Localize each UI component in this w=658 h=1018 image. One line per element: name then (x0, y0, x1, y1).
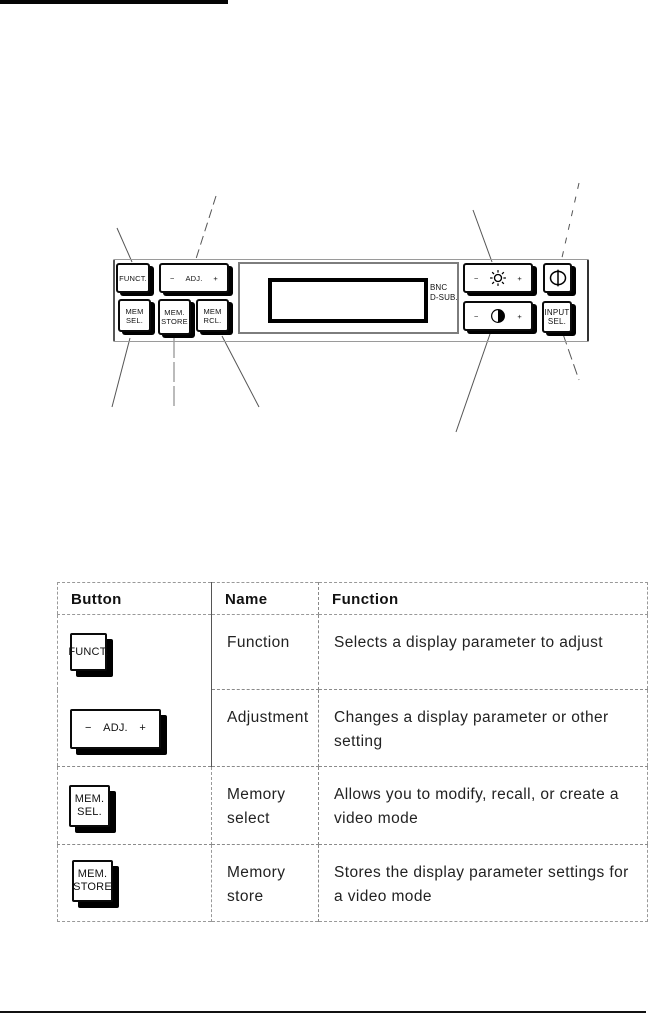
callout-funct (117, 228, 132, 262)
funct-button-image (70, 633, 107, 671)
adjust-minus-label: − (170, 273, 175, 283)
mem-store-label-line2: STORE (161, 317, 188, 326)
function-cell: Changes a display parameter or other setting (319, 690, 648, 767)
mem-sel-label-line2: SEL. (125, 315, 144, 325)
function-cell: Stores the display parameter settings for a video mode (334, 864, 629, 905)
funct-button-label: FUNCT. (119, 273, 147, 283)
mem-rcl-label-line2: RCL. (203, 315, 222, 325)
input-sel-label-line2: SEL. (547, 317, 567, 326)
power-button (543, 263, 572, 293)
callout-power (561, 183, 579, 262)
adjust-button-label: ADJ. (185, 273, 203, 283)
callout-mem-sel (112, 338, 130, 407)
sun-icon (488, 268, 508, 288)
column-header-name: Name (212, 583, 319, 615)
input-sel-label-line1: INPUT (544, 308, 570, 317)
callout-adj (195, 196, 216, 262)
adjust-button-image (70, 709, 161, 749)
connector-labels (430, 283, 458, 302)
mem-rcl-button (196, 299, 229, 332)
mem-sel-label-line1: MEM (125, 306, 144, 316)
mem-sel-image-line2: SEL. (77, 806, 102, 818)
input-sel-button (542, 301, 572, 333)
column-header-function: Function (319, 583, 648, 615)
button-function-table (57, 582, 648, 922)
mem-rcl-label-line1: MEM (203, 306, 222, 316)
funct-button (116, 263, 150, 293)
table-row-memory-store (58, 845, 648, 922)
callout-brightness (473, 210, 492, 262)
funct-button-image-label: FUNCT. (68, 645, 109, 658)
contrast-half-circle-icon (489, 307, 507, 325)
table-row-adjustment (58, 690, 648, 767)
name-cell: Memory select (212, 767, 319, 845)
name-cell: Function (212, 615, 319, 690)
adjust-image-plus: + (139, 722, 146, 734)
table-row-function (58, 615, 648, 690)
name-cell: Memory store (212, 845, 319, 922)
adjust-image-minus: − (85, 722, 92, 734)
callout-contrast (456, 334, 490, 432)
adjust-plus-label: + (213, 273, 218, 283)
brightness-plus-label: + (517, 273, 522, 283)
lcd-display (268, 278, 428, 323)
bnc-label: BNC (430, 283, 448, 292)
contrast-plus-label: + (517, 311, 522, 321)
mem-sel-image-line1: MEM. (74, 793, 105, 805)
brightness-button (463, 263, 533, 293)
column-header-button: Button (58, 583, 212, 615)
brightness-minus-label: − (474, 273, 479, 283)
name-cell: Adjustment (212, 690, 319, 767)
mem-store-button-image (72, 860, 113, 902)
callout-mem-rcl (222, 336, 259, 407)
contrast-minus-label: − (474, 311, 479, 321)
mem-store-label-line1: MEM. (164, 308, 185, 317)
adjust-button (159, 263, 229, 293)
mem-sel-button (118, 299, 151, 332)
power-icon (547, 268, 569, 288)
mem-store-image-line2: STORE (73, 881, 112, 893)
mem-sel-button-image (69, 785, 110, 827)
table-header-row (58, 583, 648, 615)
header-rule (0, 0, 228, 4)
contrast-button (463, 301, 533, 331)
d-sub-label: D-SUB. (430, 292, 458, 302)
mem-store-button (158, 299, 191, 335)
footer-rule (0, 1011, 646, 1013)
table-row-memory-select (58, 767, 648, 845)
function-cell: Allows you to modify, recall, or create a video mode (319, 767, 648, 845)
function-cell: Selects a display parameter to adjust (319, 615, 648, 690)
adjust-image-label: ADJ. (103, 722, 128, 734)
mem-store-image-line1: MEM. (77, 868, 108, 880)
